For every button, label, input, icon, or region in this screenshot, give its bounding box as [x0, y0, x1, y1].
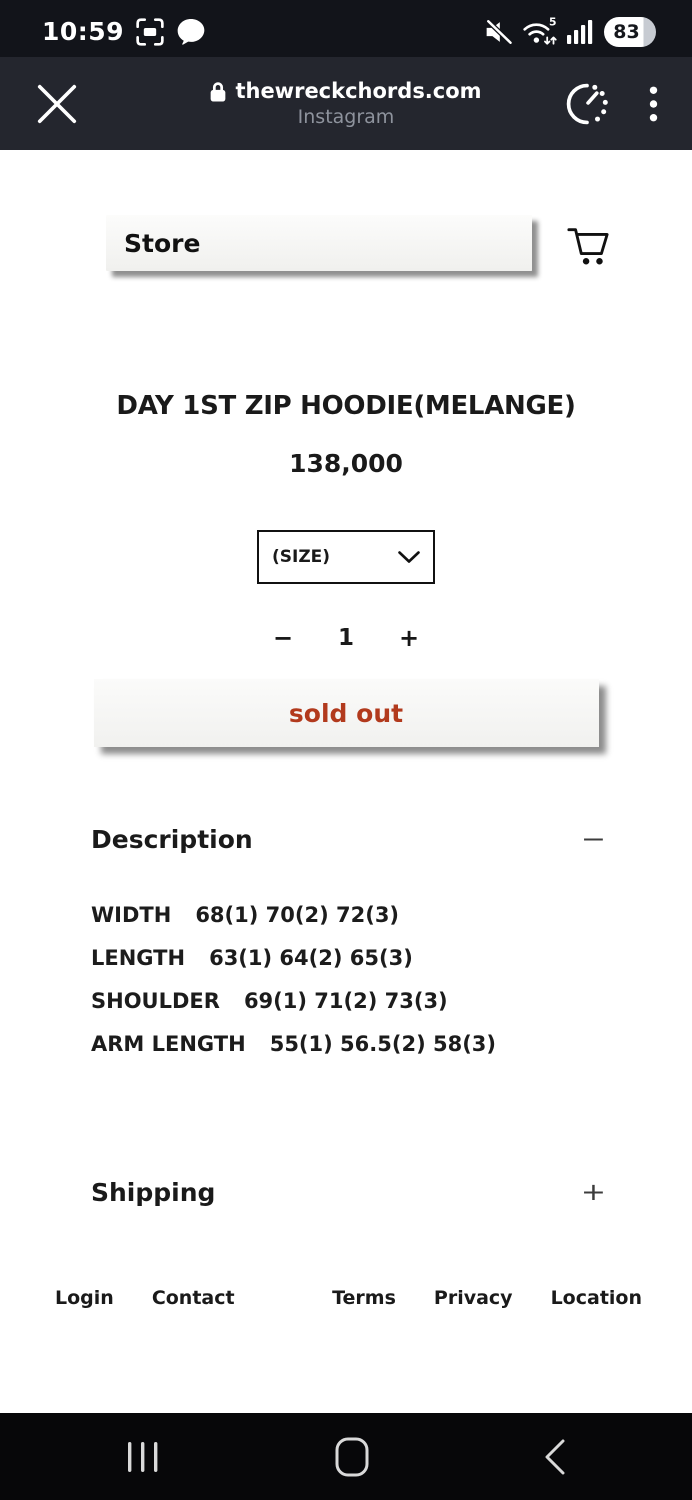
cart-button[interactable]	[563, 223, 613, 267]
sound-muted-icon	[485, 19, 513, 45]
size-chart-row	[91, 980, 692, 1023]
wifi-icon	[522, 16, 558, 48]
shipping-label: Shipping	[91, 1178, 216, 1207]
footer-link-terms[interactable]: Terms	[332, 1287, 396, 1309]
chevron-down-icon	[398, 551, 420, 564]
quantity-increase-button[interactable]: +	[394, 624, 424, 652]
store-nav-button[interactable]: Store	[106, 215, 532, 271]
collapse-icon[interactable]: −	[580, 825, 606, 854]
site-domain-text: thewreckchords.com	[235, 79, 482, 103]
svg-text:5: 5	[549, 15, 557, 29]
description-accordion-header[interactable]	[91, 825, 606, 854]
sold-out-button[interactable]: sold out	[94, 679, 599, 747]
back-icon	[544, 1439, 566, 1475]
browser-host-app: Instagram	[297, 106, 395, 128]
home-icon	[335, 1437, 369, 1477]
expand-icon[interactable]: +	[580, 1178, 606, 1207]
recent-apps-button[interactable]	[126, 1441, 160, 1473]
size-chart-row	[91, 894, 692, 937]
size-chart-row	[91, 1023, 692, 1066]
footer-link-privacy[interactable]: Privacy	[433, 1287, 513, 1309]
back-button[interactable]	[544, 1439, 566, 1475]
size-dimension-values: 68(1) 70(2) 72(3)	[195, 903, 400, 927]
product-price: 138,000	[289, 449, 403, 478]
size-select[interactable]	[257, 530, 435, 584]
footer-link-location[interactable]: Location	[550, 1287, 642, 1309]
quantity-decrease-button[interactable]: −	[268, 624, 298, 652]
size-dimension-values: 69(1) 71(2) 73(3)	[243, 989, 448, 1013]
android-nav-bar	[0, 1413, 692, 1500]
quantity-stepper	[0, 624, 692, 652]
battery-indicator: 83	[604, 17, 656, 47]
size-select-value: (SIZE)	[272, 547, 331, 567]
status-bar	[0, 0, 692, 57]
close-browser-button[interactable]	[34, 81, 80, 127]
footer-link-login[interactable]: Login	[55, 1287, 114, 1309]
home-button[interactable]	[335, 1437, 369, 1477]
quantity-value: 1	[337, 625, 354, 651]
description-label: Description	[91, 825, 253, 854]
size-dimension-label: SHOULDER	[91, 989, 220, 1013]
lock-icon	[210, 81, 226, 102]
size-dimension-label: LENGTH	[91, 946, 186, 970]
footer-links	[55, 1287, 642, 1309]
size-chart	[91, 894, 692, 1066]
in-app-browser-bar	[0, 57, 692, 150]
clock: 10:59	[42, 17, 125, 46]
shop-header	[0, 150, 692, 271]
recent-apps-icon	[126, 1441, 160, 1473]
size-dimension-values: 63(1) 64(2) 65(3)	[209, 946, 413, 970]
chat-bubble-icon	[176, 17, 206, 46]
screenshot-icon	[135, 17, 165, 47]
browser-menu-button[interactable]	[649, 85, 658, 123]
size-chart-row	[91, 937, 692, 980]
cart-icon	[563, 223, 613, 267]
footer-link-contact[interactable]: Contact	[151, 1287, 235, 1309]
size-dimension-label: ARM LENGTH	[91, 1032, 246, 1056]
signal-strength-icon	[567, 18, 595, 46]
shipping-accordion-header[interactable]	[91, 1178, 606, 1207]
size-dimension-label: WIDTH	[91, 903, 172, 927]
product-title: DAY 1ST ZIP HOODIE(MELANGE)	[116, 391, 576, 421]
reload-button[interactable]	[561, 78, 613, 130]
size-dimension-values: 55(1) 56.5(2) 58(3)	[269, 1032, 497, 1056]
page-content	[0, 150, 692, 1413]
